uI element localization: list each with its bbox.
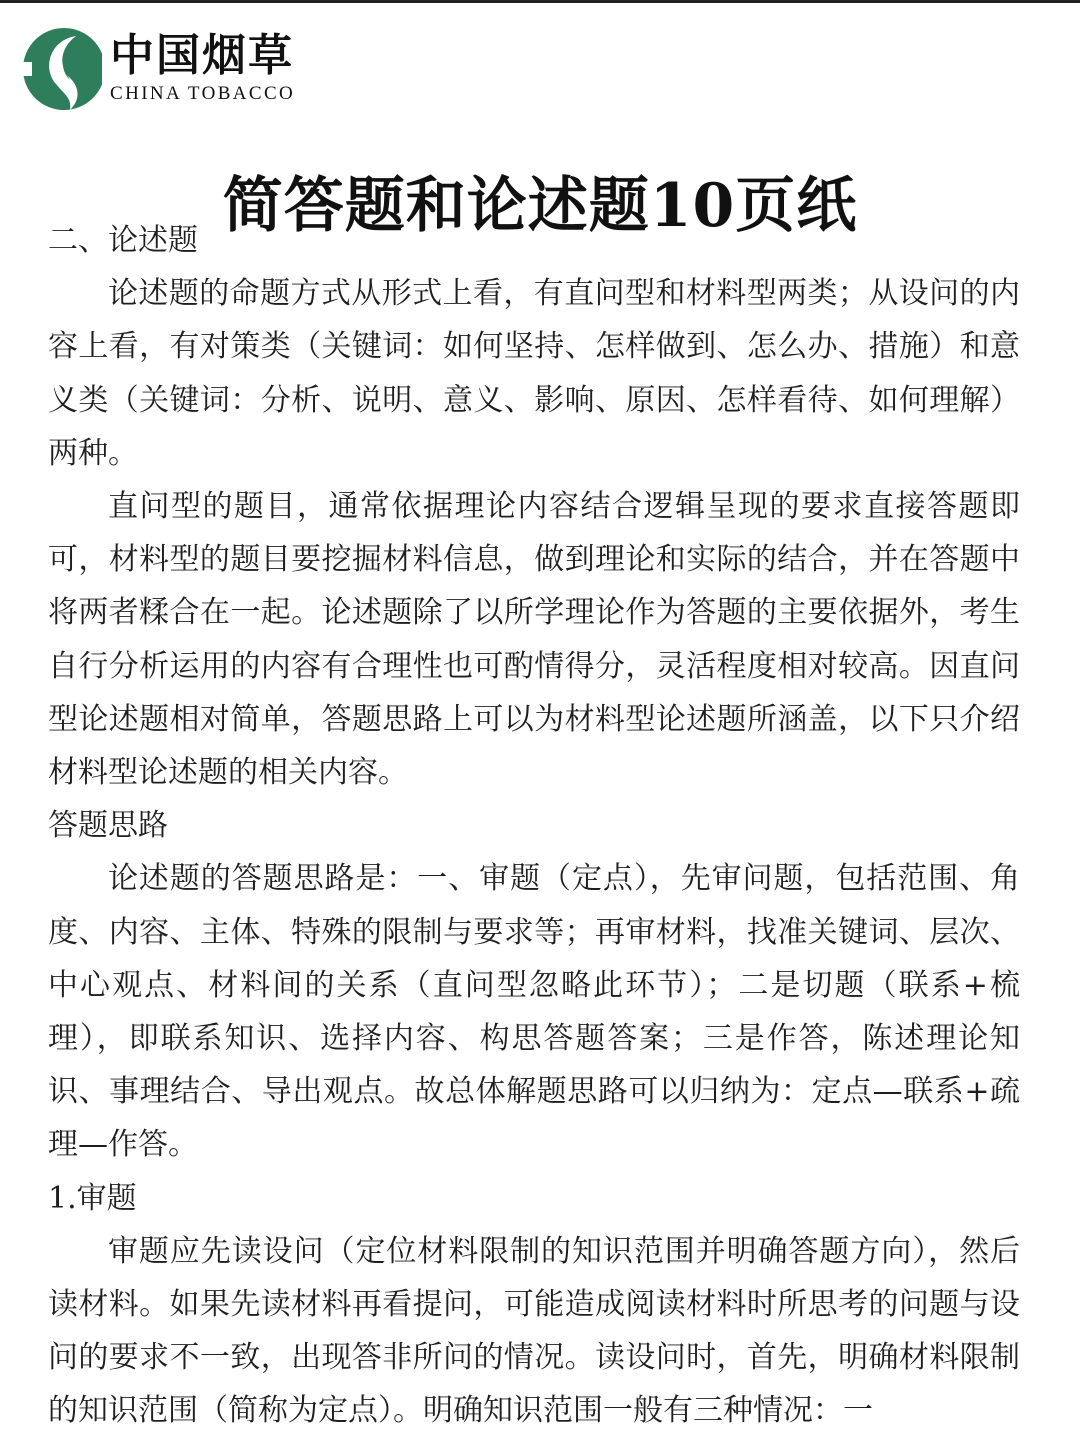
section-heading: 1.审题 (48, 1180, 137, 1216)
page-title: 简答题和论述题10页纸 (222, 171, 858, 242)
tobacco-leaf-logo-icon (20, 22, 102, 114)
logo-name-en: CHINA TOBACCO (110, 83, 296, 104)
paragraph: 论述题的答题思路是：一、审题（定点），先审问题，包括范围、角度、内容、主体、特殊的限制与要求等；再审材料，找准关键词、层次、中心观点、材料间的关系（直问型忽略此环节）；二是切题（联系+梳理），即联系知识、选择内容、构思答题答案；三是作答，陈述理论知识、事理结合、导出观点。故总体解题思路可以归纳为：定点—联系+疏理—作答。 (48, 861, 1020, 1163)
section-heading: 二、论述题 (48, 223, 198, 258)
section-heading: 答题思路 (48, 808, 168, 844)
paragraph: 论述题的命题方式从形式上看，有直问型和材料型两类；从设问的内容上看，有对策类（关键词：如何坚持、怎样做到、怎么办、措施）和意义类（关键词：分析、说明、意义、影响、原因、怎样看待、如何理解）两种。 (48, 276, 1020, 471)
document-body (48, 214, 1020, 1438)
logo-name-cn: 中国烟草 (110, 30, 294, 81)
paragraph: 审题应先读设问（定位材料限制的知识范围并明确答题方向），然后读材料。如果先读材料再看提问，可能造成阅读材料时所思考的问题与设问的要求不一致，出现答非所问的情况。读设问时，首先，明确材料限制的知识范围（简称为定点）。明确知识范围一般有三种情况：一 (48, 1233, 1020, 1429)
paragraph: 直问型的题目，通常依据理论内容结合逻辑呈现的要求直接答题即可，材料型的题目要挖掘材料信息，做到理论和实际的结合，并在答题中将两者糅合在一起。论述题除了以所学理论作为答题的主要依据外，考生自行分析运用的内容有合理性也可酌情得分，灵活程度相对较高。因直问型论述题相对简单，答题思路上可以为材料型论述题所涵盖，以下只介绍材料型论述题的相关内容。 (48, 489, 1020, 791)
logo-text (110, 31, 295, 105)
china-tobacco-logo (20, 22, 295, 114)
top-border (0, 0, 1080, 3)
